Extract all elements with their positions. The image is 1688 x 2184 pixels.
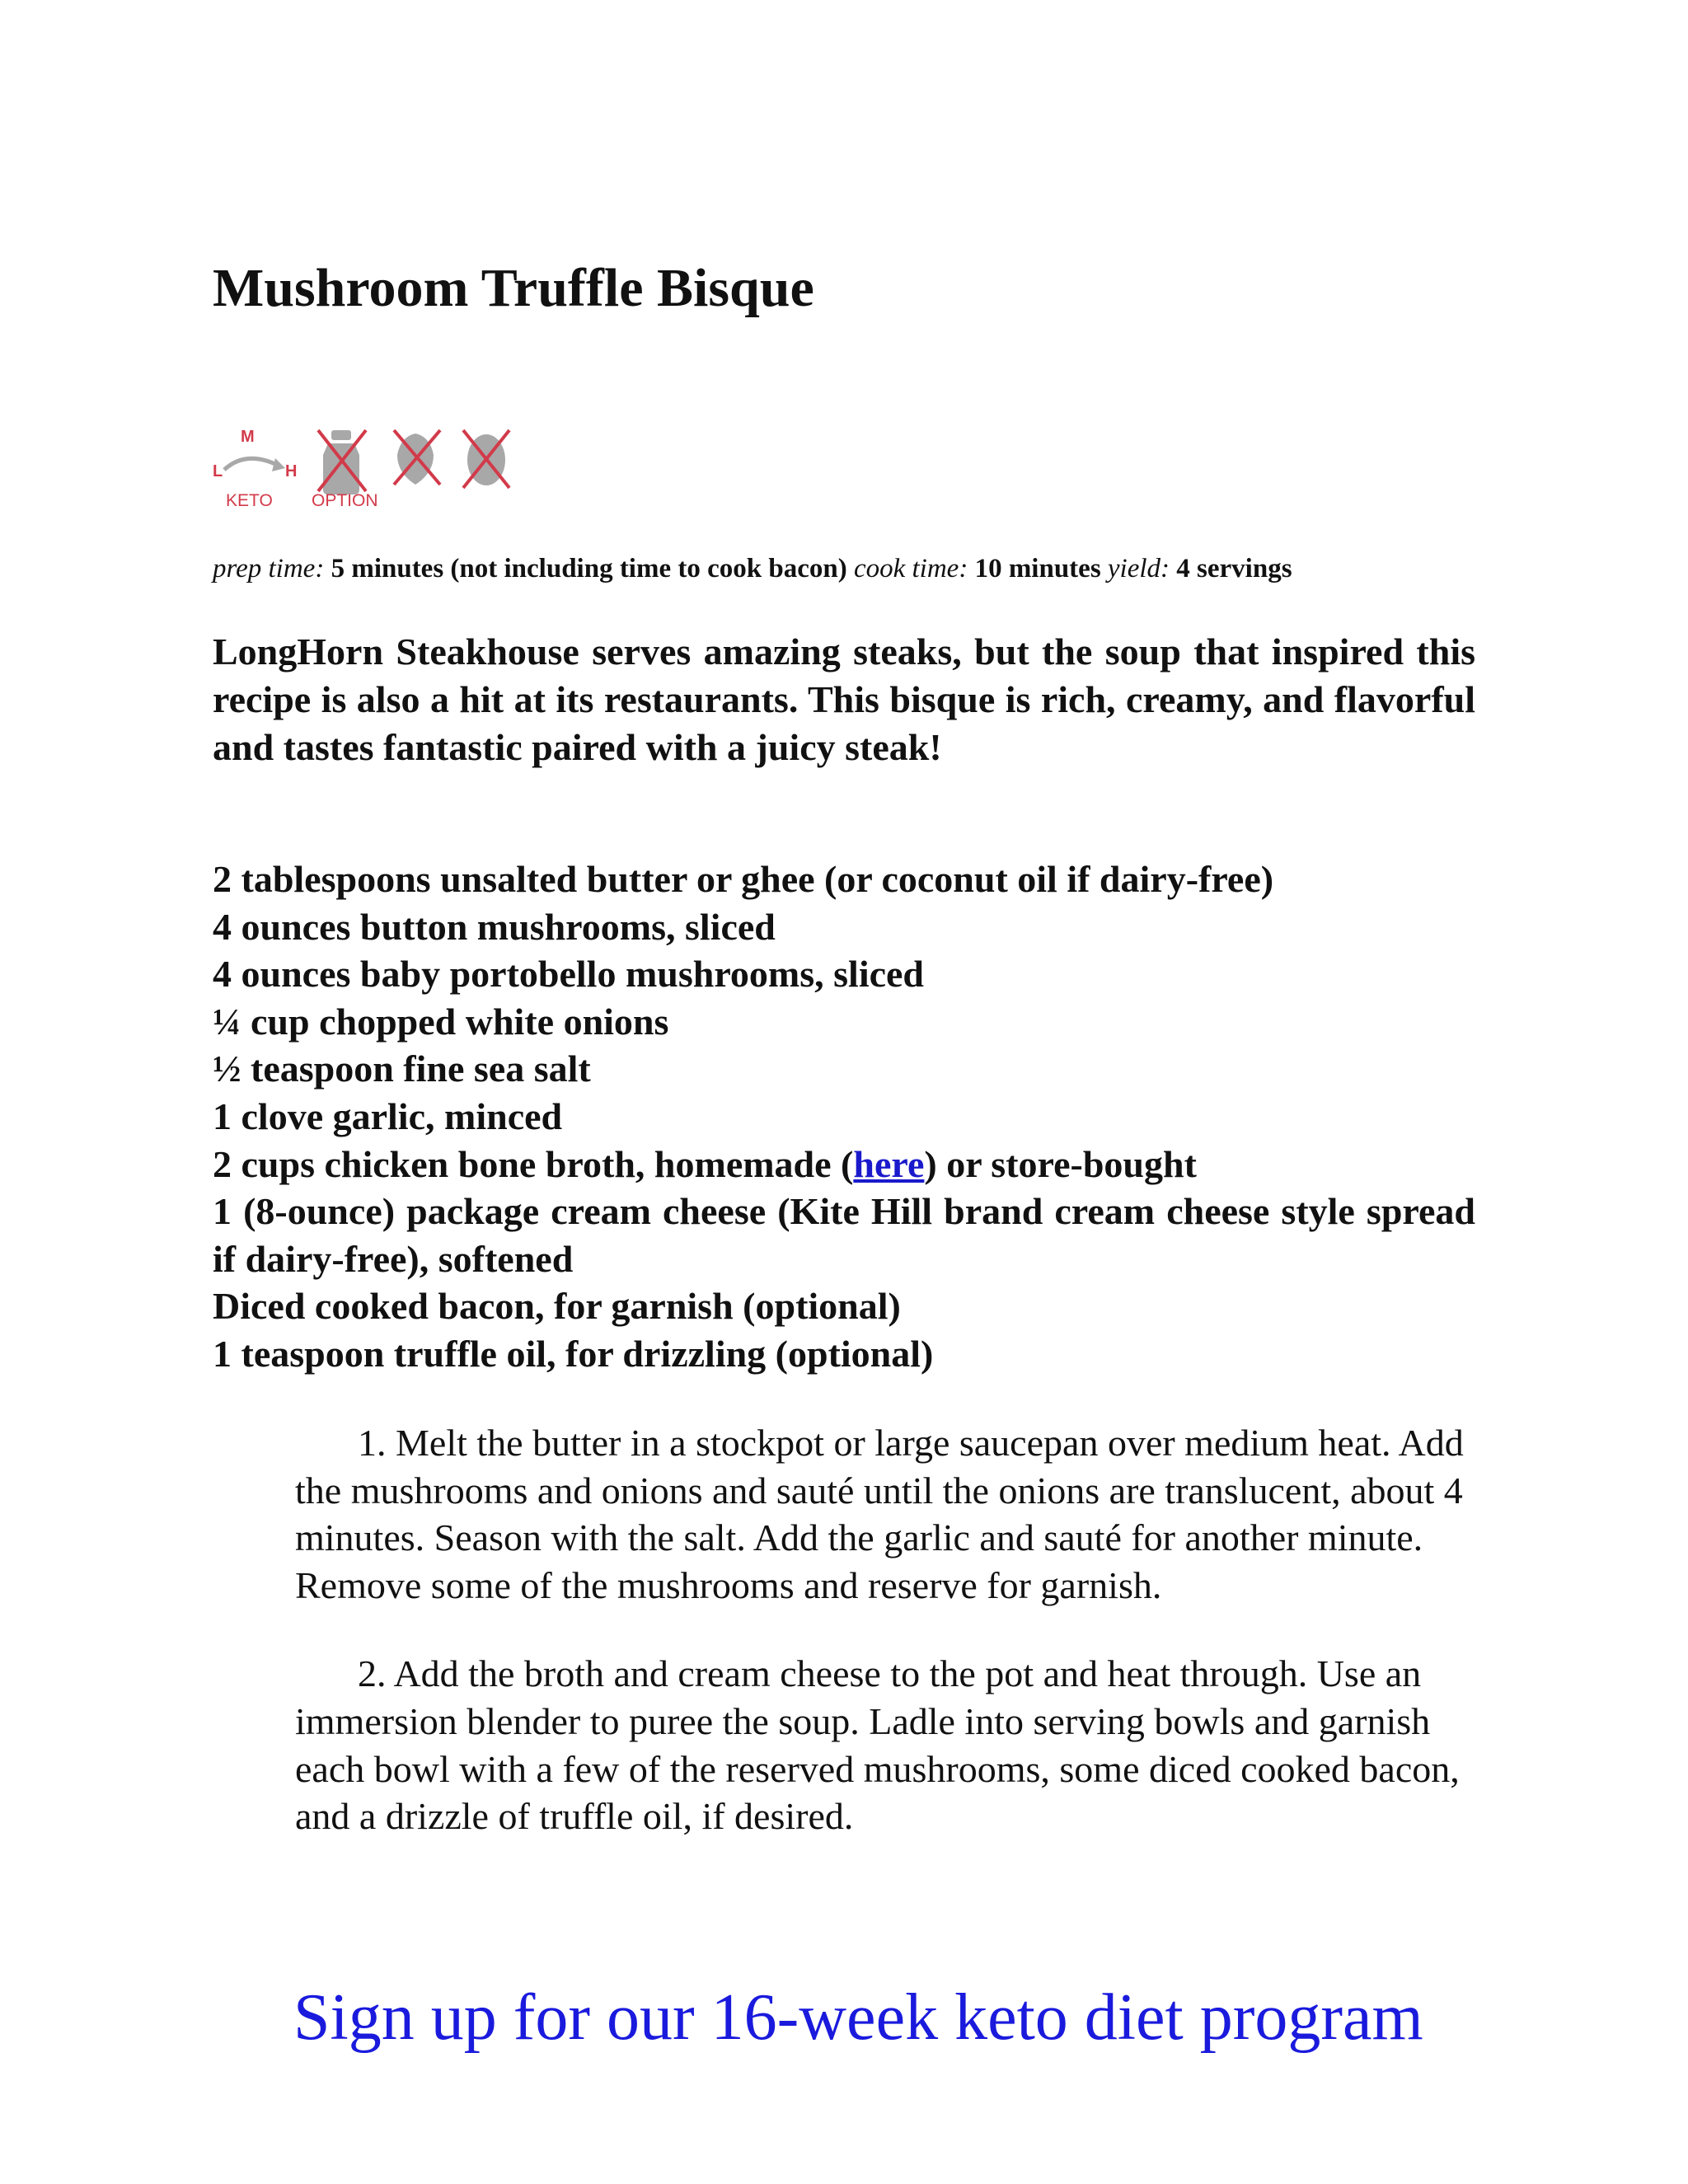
diet-icons-row [206, 419, 552, 518]
ingredient-item: ¼ cup chopped white onions [213, 1000, 669, 1043]
ingredient-item: Diced cooked bacon, for garnish (optional) [213, 1285, 901, 1328]
keto-level-icon [213, 428, 297, 510]
instructions [295, 1419, 1475, 1882]
option-label: OPTION [312, 491, 378, 510]
prep-time-label: prep time: [213, 554, 325, 583]
broth-recipe-link[interactable]: here [853, 1142, 925, 1185]
instruction-step: 1. Melt the butter in a stockpot or large saucepan over medium heat. Add the mushrooms and onions and sauté until the onions are translucent, about 4 minutes. Season with the salt. Add the garlic and sauté for another minute. Remove some of the mushrooms and reserve for garnish. [295, 1422, 1464, 1606]
keto-label: KETO [226, 491, 273, 510]
yield-value: 4 servings [1176, 554, 1292, 583]
ingredient-text: 2 cups chicken bone broth, homemade ( [213, 1142, 854, 1185]
keto-scale-l: L [213, 462, 223, 480]
ingredient-text: ) or store-bought [924, 1142, 1197, 1185]
prep-time-value: 5 minutes (not including time to cook bacon) [331, 554, 847, 583]
recipe-meta [213, 551, 1292, 587]
cook-time-label: cook time: [853, 554, 968, 583]
ingredient-item: 1 clove garlic, minced [213, 1094, 563, 1137]
yield-label: yield: [1107, 554, 1170, 583]
ingredient-item: 4 ounces button mushrooms, sliced [213, 905, 776, 948]
ingredient-item: 1 teaspoon truffle oil, for drizzling (optional) [213, 1332, 934, 1375]
no-dairy-option-icon [312, 430, 378, 510]
ingredient-item-broth [213, 1141, 1475, 1188]
keto-scale-m: M [241, 428, 255, 446]
cook-time-value: 10 minutes [974, 554, 1101, 583]
keto-program-signup-link[interactable]: Sign up for our 16-week keto diet program [293, 1981, 1423, 2054]
ingredient-item: 4 ounces baby portobello mushrooms, sliced [213, 953, 925, 996]
instruction-step: 2. Add the broth and cream cheese to the pot and heat through. Use an immersion blender to puree the soup. Ladle into serving bowls and garnish each bowl with a few of the reserved mushrooms, some diced cooked bacon, and a drizzle of truffle oil, if desired. [295, 1652, 1460, 1838]
no-nuts-icon [394, 430, 440, 485]
ingredients-list [213, 855, 1475, 1378]
page-title: Mushroom Truffle Bisque [213, 258, 814, 318]
keto-scale-h: H [285, 462, 298, 480]
ingredient-item: 2 tablespoons unsalted butter or ghee (or coconut oil if dairy-free) [213, 858, 1274, 900]
no-eggs-icon [463, 430, 509, 488]
ingredient-item: ½ teaspoon fine sea salt [213, 1047, 591, 1090]
recipe-intro: LongHorn Steakhouse serves amazing steaks, but the soup that inspired this recipe is also a hit at its restaurants. This bisque is rich, creamy, and flavorful and tastes fantastic paired with a juicy steak! [213, 630, 1475, 768]
ingredient-item: 1 (8-ounce) package cream cheese (Kite Hill brand cream cheese style spread if dairy-free), softened [213, 1190, 1475, 1280]
